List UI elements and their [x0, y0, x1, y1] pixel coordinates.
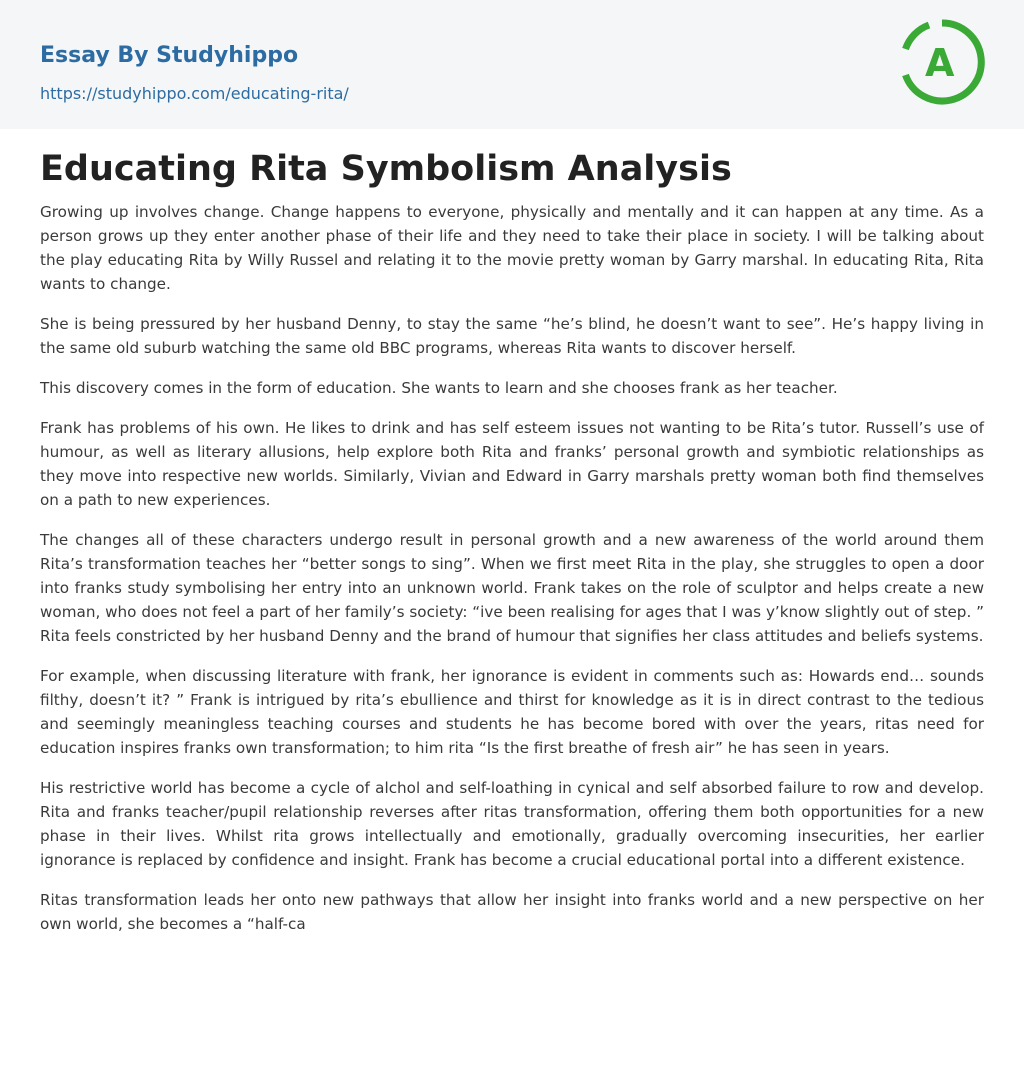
- article-body: [40, 200, 984, 952]
- article-title: Educating Rita Symbolism Analysis: [40, 149, 732, 189]
- paragraph: This discovery comes in the form of education. She wants to learn and she chooses frank as her teacher.: [40, 379, 838, 397]
- logo-letter: A: [925, 41, 955, 85]
- paragraph: For example, when discussing literature with frank, her ignorance is evident in comments such as: Howards end… sounds filthy, doesn’t it? ” Frank is intrigued by rita’s ebullience and thirst for knowledge as it is in direct contrast to the tedious and seemingly meaningless teaching courses and students he has become bored with over the years, ritas need for education inspires franks own transformation; to him rita “Is the first breathe of fresh air” he has seen in years.: [40, 667, 984, 757]
- paragraph: His restrictive world has become a cycle of alchol and self-loathing in cynical and self absorbed failure to row and develop. Rita and franks teacher/pupil relationship reverses after ritas transformation, offering them both opportunities for a new phase in their lives. Whilst rita grows intellectually and emotionally, gradually overcoming insecurities, her earlier ignorance is replaced by confidence and insight. Frank has become a crucial educational portal into a different existence.: [40, 779, 984, 869]
- paragraph: Ritas transformation leads her onto new pathways that allow her insight into franks world and a new perspective on her own world, she becomes a “half-ca: [40, 891, 984, 933]
- paragraph: Growing up involves change. Change happens to everyone, physically and mentally and it can happen at any time. As a person grows up they enter another phase of their life and they need to take their place in society. I will be talking about the play educating Rita by Willy Russel and relating it to the movie pretty woman by Garry marshal. In educating Rita, Rita wants to change.: [40, 203, 984, 293]
- essay-url-link[interactable]: https://studyhippo.com/educating-rita/: [40, 84, 349, 103]
- paragraph: The changes all of these characters undergo result in personal growth and a new awareness of the world around them Rita’s transformation teaches her “better songs to sing”. When we first meet Rita in the play, she struggles to open a door into franks study symbolising her entry into an unknown world. Frank takes on the role of sculptor and helps create a new woman, who does not feel a part of her family’s society: “ive been realising for ages that I was y’know slightly out of step. ” Rita feels constricted by her husband Denny and the brand of humour that signifies her class attitudes and beliefs systems.: [40, 531, 984, 645]
- paragraph: She is being pressured by her husband Denny, to stay the same “he’s blind, he doesn’t want to see”. He’s happy living in the same old suburb watching the same old BBC programs, whereas Rita wants to discover herself.: [40, 315, 984, 357]
- paragraph: Frank has problems of his own. He likes to drink and has self esteem issues not wanting to be Rita’s tutor. Russell’s use of humour, as well as literary allusions, help explore both Rita and franks’ personal growth and symbiotic relationships as they move into respective new worlds. Similarly, Vivian and Edward in Garry marshals pretty woman both find themselves on a path to new experiences.: [40, 419, 984, 509]
- brand-name: Essay By Studyhippo: [40, 43, 299, 68]
- studyhippo-logo-icon: [899, 19, 985, 105]
